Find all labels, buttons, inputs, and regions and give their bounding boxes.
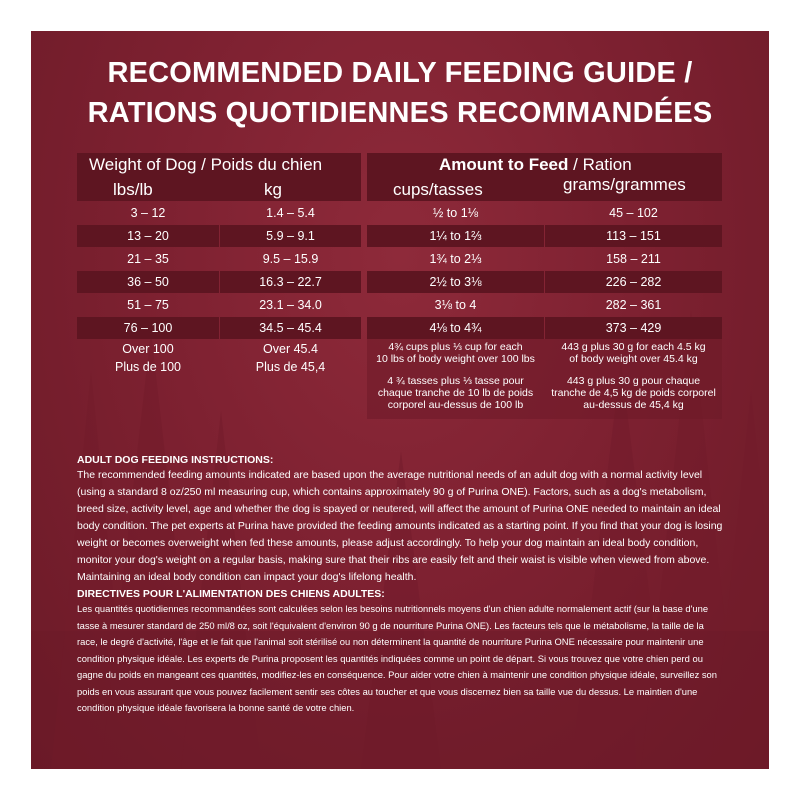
grams-cell: 158 – 211 xyxy=(606,252,661,266)
table-row xyxy=(77,225,722,247)
over-lbs-en: Over 100 xyxy=(122,342,174,356)
title-french: RATIONS QUOTIDIENNES RECOMMANDÉES xyxy=(87,97,713,129)
grams-cell: 373 – 429 xyxy=(545,317,722,339)
weight-header-sep: / xyxy=(196,155,211,174)
weight-header-fr: Poids du chien xyxy=(210,155,323,174)
grams-cell: 113 – 151 xyxy=(545,225,722,247)
amount-header-fr: Ration xyxy=(582,155,632,174)
over-cups-en-line2: 10 lbs of body weight over 100 lbs xyxy=(376,353,535,365)
table-header xyxy=(77,153,722,201)
amount-header-en: Amount to Feed xyxy=(439,155,569,174)
amount-header-title xyxy=(439,155,632,175)
lbs-cell: 21 – 35 xyxy=(127,252,169,266)
kg-cell: 16.3 – 22.7 xyxy=(220,271,361,293)
feeding-table xyxy=(77,153,722,419)
instructions-fr-heading: DIRECTIVES POUR L'ALIMENTATION DES CHIENS ADULTES: xyxy=(77,588,385,600)
table-row xyxy=(77,271,722,293)
lbs-header: lbs/lb xyxy=(113,180,153,199)
cups-cell: 3⅛ to 4 xyxy=(434,298,477,312)
over-cups-en-line1: 4¾ cups plus ⅓ cup for each xyxy=(388,341,523,353)
lbs-cell: 76 – 100 xyxy=(77,317,219,339)
cups-cell: 4⅛ to 4¾ xyxy=(367,317,544,339)
table-row xyxy=(77,317,722,339)
amount-header-sep: / xyxy=(568,155,583,174)
instructions-en-heading: ADULT DOG FEEDING INSTRUCTIONS: xyxy=(77,454,274,466)
over-grams-fr-line2: tranche de 4,5 kg de poids corporel xyxy=(551,387,716,399)
weight-header-title xyxy=(89,155,322,175)
grams-cell: 45 – 102 xyxy=(609,206,658,220)
over-grams-fr-line3: au-dessus de 45,4 kg xyxy=(583,399,684,411)
instructions-en-body: The recommended feeding amounts indicated are based upon the average nutritional needs of an adult dog with a normal activity level (using a standard 8 oz/250 ml measuring cup, which contains approximately 90 g of Purina ONE). Factors, such as a dog's metabolism, breed size, activity level, age and whether the dog is spayed or neutered, will affect the amount of Purina ONE needed to maintain an ideal body condition. The pet experts at Purina have provided the feeding amounts indicated as a starting point. If you find that your dog is losing weight or becomes overweight when fed these amounts, please adjust accordingly. To help your dog maintain an ideal body condition, monitor your dog's weight on a regular basis, making sure that their ribs are easily felt and their waist is visible when viewed from above. Maintaining an ideal body condition can impact your dog's lifelong health. xyxy=(77,469,723,583)
kg-cell: 9.5 – 15.9 xyxy=(262,252,319,266)
feeding-guide-panel xyxy=(31,31,769,769)
over-grams-fr-line1: 443 g plus 30 g pour chaque xyxy=(566,375,701,387)
over-lbs-fr: Plus de 100 xyxy=(114,360,182,374)
lbs-cell: 3 – 12 xyxy=(130,206,166,220)
weight-header-en: Weight of Dog xyxy=(89,155,197,174)
over-cups-fr-line2: chaque tranche de 10 lb de poids xyxy=(377,387,534,399)
over-100-row xyxy=(77,339,722,419)
grams-cell: 226 – 282 xyxy=(545,271,722,293)
grams-header: grams/grammes xyxy=(563,175,686,194)
feeding-instructions xyxy=(77,453,727,718)
table-row xyxy=(77,202,722,224)
cups-cell: 1¾ to 2⅓ xyxy=(429,252,482,266)
over-kg-en: Over 45.4 xyxy=(263,342,318,356)
lbs-cell: 36 – 50 xyxy=(77,271,219,293)
over-cups-fr-line1: 4 ¾ tasses plus ⅓ tasse pour xyxy=(387,375,524,387)
cups-header: cups/tasses xyxy=(393,180,483,199)
over-grams-en-line2: of body weight over 45.4 kg xyxy=(569,353,698,365)
kg-cell: 23.1 – 34.0 xyxy=(259,298,322,312)
over-grams-en-line1: 443 g plus 30 g for each 4.5 kg xyxy=(561,341,706,353)
table-row xyxy=(77,294,722,316)
kg-header: kg xyxy=(264,180,282,199)
cups-cell: 2½ to 3⅛ xyxy=(367,271,544,293)
over-cups-fr-line3: corporel au-dessus de 100 lb xyxy=(387,399,524,411)
lbs-cell: 13 – 20 xyxy=(77,225,219,247)
table-row xyxy=(77,248,722,270)
kg-cell: 1.4 – 5.4 xyxy=(266,206,315,220)
kg-cell: 5.9 – 9.1 xyxy=(220,225,361,247)
kg-cell: 34.5 – 45.4 xyxy=(220,317,361,339)
over-kg-fr: Plus de 45,4 xyxy=(255,360,326,374)
instructions-fr-body: Les quantités quotidiennes recommandées sont calculées selon les besoins nutritionnels moyens d'un chien adulte normalement actif (sur la base d'une tasse à mesurer standard de 250 ml/8 oz, soit l'équivalent d'environ 90 g de nourriture Purina ONE). Les facteurs tels que le métabolisme, la taille de la race, le degré d'activité, l'âge et le fait que l'animal soit stérilisé ou non déterminent la quantité de nourriture Purina ONE nécessaire pour maintenir une condition physique idéale. Les experts de Purina proposent les quantités indiquées comme un point de départ. Si vous trouvez que votre chien perd ou gagne du poids en mangeant ces quantités, modifiez-les en conséquence. Pour aider votre chien à maintenir une condition physique idéale, surveillez son poids en vous assurant que vous pouvez facilement sentir ses côtes au toucher et que vous discernez bien sa taille vue du dessus. Le maintien d'une condition physique idéale favorisera la bonne santé de votre chien. xyxy=(77,603,717,713)
title-english: RECOMMENDED DAILY FEEDING GUIDE / xyxy=(107,57,693,89)
lbs-cell: 51 – 75 xyxy=(127,298,169,312)
cups-cell: ½ to 1⅛ xyxy=(432,206,479,220)
grams-cell: 282 – 361 xyxy=(605,298,662,312)
cups-cell: 1¼ to 1⅔ xyxy=(367,225,544,247)
